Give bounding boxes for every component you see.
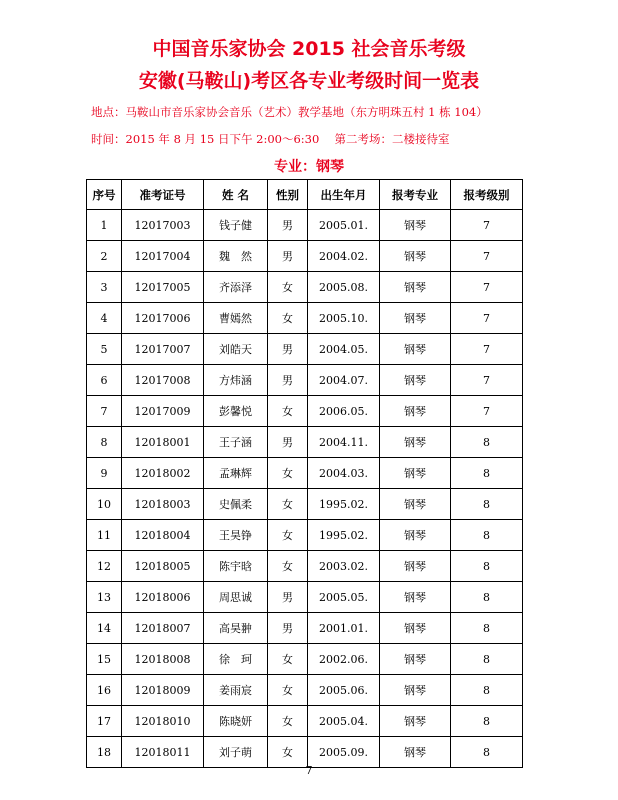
cell-index: 9 [87,458,122,489]
column-header-ticket-number: 准考证号 [122,180,204,210]
cell-major: 钢琴 [380,365,451,396]
cell-birth-date: 2005.06. [308,675,380,706]
cell-index: 15 [87,644,122,675]
cell-gender: 男 [268,582,308,613]
cell-index: 17 [87,706,122,737]
cell-major: 钢琴 [380,427,451,458]
cell-birth-date: 2005.09. [308,737,380,768]
column-header-birth-date: 出生年月 [308,180,380,210]
cell-major: 钢琴 [380,489,451,520]
table-row [87,613,523,644]
table-row [87,427,523,458]
cell-name: 曹嫣然 [204,303,268,334]
cell-level: 8 [451,675,523,706]
cell-level: 8 [451,706,523,737]
cell-level: 7 [451,210,523,241]
cell-index: 1 [87,210,122,241]
cell-birth-date: 2003.02. [308,551,380,582]
cell-major: 钢琴 [380,675,451,706]
column-header-level: 报考级别 [451,180,523,210]
table-row [87,489,523,520]
cell-level: 7 [451,365,523,396]
cell-gender: 女 [268,396,308,427]
cell-gender: 男 [268,427,308,458]
table-row [87,334,523,365]
cell-birth-date: 2004.02. [308,241,380,272]
document-subtitle: 安徽(马鞍山)考区各专业考级时间一览表 [138,70,480,92]
cell-ticket-number: 12017006 [122,303,204,334]
cell-gender: 男 [268,210,308,241]
cell-birth-date: 1995.02. [308,489,380,520]
cell-birth-date: 2001.01. [308,613,380,644]
cell-name: 彭馨悦 [204,396,268,427]
cell-gender: 女 [268,520,308,551]
cell-name: 齐添泽 [204,272,268,303]
cell-level: 8 [451,489,523,520]
cell-level: 8 [451,551,523,582]
cell-major: 钢琴 [380,241,451,272]
cell-major: 钢琴 [380,334,451,365]
cell-name: 钱子健 [204,210,268,241]
cell-level: 8 [451,613,523,644]
cell-level: 7 [451,334,523,365]
cell-gender: 女 [268,551,308,582]
cell-gender: 女 [268,303,308,334]
cell-level: 8 [451,644,523,675]
cell-ticket-number: 12018006 [122,582,204,613]
cell-level: 8 [451,427,523,458]
table-row [87,458,523,489]
cell-gender: 男 [268,334,308,365]
cell-name: 姜雨宸 [204,675,268,706]
table-row [87,582,523,613]
cell-level: 7 [451,241,523,272]
table-row [87,303,523,334]
cell-major: 钢琴 [380,396,451,427]
cell-ticket-number: 12018011 [122,737,204,768]
table-row [87,241,523,272]
cell-gender: 女 [268,644,308,675]
cell-name: 王昊铮 [204,520,268,551]
cell-index: 18 [87,737,122,768]
cell-name: 史佩柔 [204,489,268,520]
cell-birth-date: 2005.01. [308,210,380,241]
cell-name: 周思诚 [204,582,268,613]
cell-birth-date: 2005.05. [308,582,380,613]
cell-birth-date: 1995.02. [308,520,380,551]
cell-gender: 女 [268,737,308,768]
cell-index: 6 [87,365,122,396]
cell-major: 钢琴 [380,303,451,334]
cell-level: 7 [451,396,523,427]
cell-major: 钢琴 [380,520,451,551]
cell-gender: 男 [268,613,308,644]
cell-major: 钢琴 [380,551,451,582]
cell-birth-date: 2005.08. [308,272,380,303]
cell-index: 12 [87,551,122,582]
table-row [87,365,523,396]
cell-birth-date: 2005.10. [308,303,380,334]
cell-index: 10 [87,489,122,520]
table-row [87,396,523,427]
cell-ticket-number: 12018007 [122,613,204,644]
cell-level: 8 [451,582,523,613]
cell-index: 7 [87,396,122,427]
cell-gender: 男 [268,241,308,272]
major-label: 专业：钢琴 [274,159,344,175]
cell-gender: 女 [268,706,308,737]
cell-name: 刘皓天 [204,334,268,365]
cell-name: 徐 珂 [204,644,268,675]
cell-gender: 女 [268,272,308,303]
cell-gender: 女 [268,458,308,489]
cell-birth-date: 2004.11. [308,427,380,458]
cell-gender: 女 [268,675,308,706]
cell-ticket-number: 12018005 [122,551,204,582]
column-header-index: 序号 [87,180,122,210]
table-row [87,551,523,582]
cell-index: 14 [87,613,122,644]
cell-ticket-number: 12017008 [122,365,204,396]
document-title: 中国音乐家协会 2015 社会音乐考级 [152,38,466,60]
cell-major: 钢琴 [380,458,451,489]
cell-level: 7 [451,272,523,303]
cell-ticket-number: 12017004 [122,241,204,272]
table-row [87,675,523,706]
exam-roster-table [86,179,523,768]
cell-level: 8 [451,458,523,489]
exam-time: 时间：2015 年 8 月 15 日下午 2:00～6:30 第二考场：二楼接待室 [91,132,450,146]
table-row [87,706,523,737]
cell-birth-date: 2004.07. [308,365,380,396]
cell-level: 7 [451,303,523,334]
cell-gender: 女 [268,489,308,520]
cell-ticket-number: 12018009 [122,675,204,706]
cell-name: 刘子萌 [204,737,268,768]
cell-ticket-number: 12018002 [122,458,204,489]
cell-ticket-number: 12017009 [122,396,204,427]
column-header-major: 报考专业 [380,180,451,210]
cell-index: 8 [87,427,122,458]
cell-name: 陈宇晗 [204,551,268,582]
cell-index: 13 [87,582,122,613]
cell-birth-date: 2002.06. [308,644,380,675]
cell-index: 4 [87,303,122,334]
cell-name: 王子涵 [204,427,268,458]
cell-birth-date: 2006.05. [308,396,380,427]
cell-major: 钢琴 [380,644,451,675]
cell-level: 8 [451,737,523,768]
exam-location: 地点：马鞍山市音乐家协会音乐（艺术）教学基地（东方明珠五村 1 栋 104） [91,105,488,119]
cell-major: 钢琴 [380,613,451,644]
cell-ticket-number: 12018008 [122,644,204,675]
column-header-gender: 性别 [268,180,308,210]
cell-ticket-number: 12017005 [122,272,204,303]
cell-major: 钢琴 [380,737,451,768]
cell-ticket-number: 12017007 [122,334,204,365]
cell-ticket-number: 12017003 [122,210,204,241]
cell-birth-date: 2005.04. [308,706,380,737]
cell-index: 16 [87,675,122,706]
cell-major: 钢琴 [380,272,451,303]
table-row [87,520,523,551]
cell-name: 高昊翀 [204,613,268,644]
table-row [87,272,523,303]
cell-major: 钢琴 [380,210,451,241]
table-header-row [87,180,523,210]
cell-index: 5 [87,334,122,365]
table-row [87,644,523,675]
page-number: 7 [305,764,313,777]
cell-index: 11 [87,520,122,551]
table-row [87,210,523,241]
cell-index: 3 [87,272,122,303]
cell-name: 孟琳辉 [204,458,268,489]
cell-name: 方炜涵 [204,365,268,396]
cell-ticket-number: 12018004 [122,520,204,551]
column-header-name: 姓 名 [204,180,268,210]
cell-major: 钢琴 [380,582,451,613]
cell-name: 陈晓妍 [204,706,268,737]
cell-ticket-number: 12018010 [122,706,204,737]
cell-birth-date: 2004.03. [308,458,380,489]
cell-name: 魏 然 [204,241,268,272]
cell-major: 钢琴 [380,706,451,737]
table-row [87,737,523,768]
cell-index: 2 [87,241,122,272]
cell-ticket-number: 12018001 [122,427,204,458]
cell-gender: 男 [268,365,308,396]
cell-level: 8 [451,520,523,551]
cell-ticket-number: 12018003 [122,489,204,520]
cell-birth-date: 2004.05. [308,334,380,365]
